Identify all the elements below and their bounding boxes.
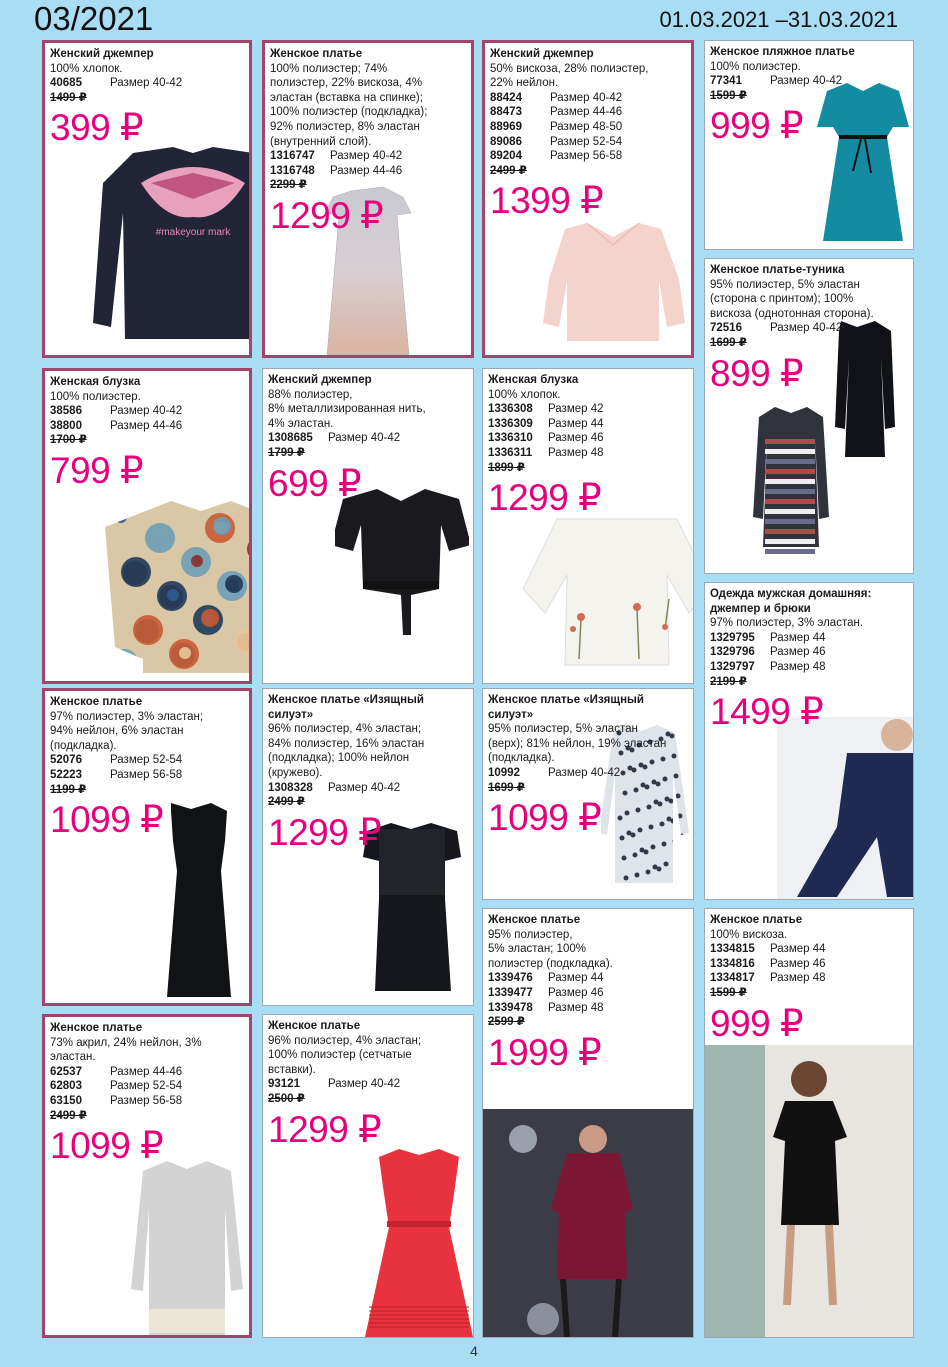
article-code: 40685 (50, 77, 82, 90)
article-size: Размер 40-42 (328, 781, 401, 794)
article-code: 1329795 (710, 631, 755, 644)
product-card (262, 1014, 474, 1338)
article-code: 1329797 (710, 660, 755, 673)
article-code: 63150 (50, 1094, 82, 1107)
old-price: 2499 ₽ (490, 164, 527, 177)
pink-sweater-icon (543, 219, 693, 352)
article-size: Размер 44-46 (110, 1065, 183, 1078)
old-price: 2299 ₽ (270, 179, 307, 192)
product-title: Женский джемпер (268, 374, 372, 386)
article-size: Размер 44-46 (110, 419, 183, 432)
old-price: 2199 ₽ (710, 675, 747, 688)
product-composition: (сторона с принтом); 100% (710, 293, 854, 306)
product-card (42, 368, 252, 684)
sale-price: 999 ₽ (710, 105, 804, 147)
product-composition: 5% эластан; 100% (488, 943, 586, 956)
article-size: Размер 44 (548, 417, 604, 430)
article-code: 1336311 (488, 446, 533, 459)
product-composition: (подкладка); 100% нейлон (268, 752, 410, 765)
product-composition: 95% полиэстер, 5% эластан (488, 723, 638, 736)
article-code: 88424 (490, 91, 522, 104)
sale-price: 699 ₽ (268, 462, 362, 504)
article-code: 1316747 (270, 150, 315, 163)
article-size: Размер 44-46 (550, 106, 623, 119)
product-composition: вискоза (однотонная сторона). (710, 307, 874, 320)
sale-price: 399 ₽ (50, 107, 144, 149)
article-row (268, 1077, 468, 1092)
article-row (490, 135, 686, 150)
old-price: 2499 ₽ (268, 796, 305, 809)
product-card (704, 908, 914, 1338)
sale-price: 799 ₽ (50, 449, 144, 491)
sale-price: 1299 ₽ (268, 811, 382, 853)
article-row (710, 660, 908, 675)
product-card (482, 368, 694, 684)
article-row (710, 971, 908, 986)
article-size: Размер 48 (770, 972, 826, 985)
article-size: Размер 52-54 (110, 754, 183, 767)
article-size: Размер 52-54 (110, 1080, 183, 1093)
article-size: Размер 48 (548, 446, 604, 459)
sale-price: 999 ₽ (710, 1002, 804, 1044)
article-size: Размер 40-42 (548, 766, 621, 779)
old-price: 2599 ₽ (488, 1016, 525, 1029)
article-code: 1339478 (488, 1001, 533, 1014)
product-title: Женское платье (270, 48, 363, 60)
product-composition: 97% полиэстер, 3% эластан; (50, 710, 204, 723)
old-price: 2499 ₽ (50, 1109, 87, 1122)
article-code: 62537 (50, 1065, 82, 1078)
product-composition: 97% полиэстер, 3% эластан. (710, 617, 864, 630)
old-price: 1700 ₽ (50, 434, 87, 447)
product-card (42, 688, 252, 1006)
article-size: Размер 56-58 (550, 150, 623, 163)
article-size: Размер 52-54 (550, 135, 623, 148)
article-size: Размер 40-42 (110, 77, 183, 90)
article-code: 62803 (50, 1080, 82, 1093)
article-row (710, 74, 908, 89)
article-row (710, 321, 908, 336)
article-code: 1308685 (268, 432, 313, 445)
article-size: Размер 44 (770, 943, 826, 956)
product-title: Женское пляжное платье (710, 46, 855, 58)
article-row (488, 1001, 688, 1016)
article-size: Размер 40-42 (328, 432, 401, 445)
product-card (42, 40, 252, 358)
mens-homewear-photo-icon (777, 717, 914, 900)
product-title: Женское платье (50, 696, 143, 708)
article-code: 1336310 (488, 432, 533, 445)
page-number: 4 (470, 1343, 478, 1359)
product-composition: эластан (вставка на спинке); (270, 91, 423, 104)
article-row (488, 986, 688, 1001)
black-belted-top-icon (335, 485, 469, 642)
article-code: 88473 (490, 106, 522, 119)
product-composition: 50% вискоза, 28% полиэстер, (490, 62, 649, 75)
article-row (490, 91, 686, 106)
product-composition: 88% полиэстер, (268, 388, 353, 401)
article-code: 1336309 (488, 417, 533, 430)
article-row (270, 149, 466, 164)
article-code: 72516 (710, 322, 742, 335)
product-title: Женская блузка (488, 374, 579, 386)
product-title: Женское платье (488, 914, 581, 926)
article-row (50, 753, 244, 768)
article-row (50, 404, 244, 419)
article-row (488, 766, 688, 781)
article-size: Размер 56-58 (110, 1094, 183, 1107)
sale-price: 1299 ₽ (268, 1108, 382, 1150)
product-composition: (кружево). (268, 766, 323, 779)
product-title: Женское платье «Изящный силуэт» (268, 694, 424, 721)
product-card (704, 582, 914, 900)
product-title: Женское платье (50, 1022, 143, 1034)
sale-price: 1399 ₽ (490, 180, 604, 222)
article-code: 52223 (50, 768, 82, 781)
article-code: 77341 (710, 75, 742, 88)
article-size: Размер 46 (770, 646, 826, 659)
product-composition: 100% вискоза. (710, 928, 788, 941)
product-card (482, 688, 694, 900)
product-composition: 100% хлопок. (488, 388, 561, 401)
product-composition: 22% нейлон. (490, 77, 559, 90)
article-code: 1339476 (488, 972, 533, 985)
burgundy-dress-photo-icon (483, 1109, 694, 1338)
product-composition: вставки). (268, 1063, 316, 1076)
article-size: Размер 40-42 (328, 1078, 401, 1091)
product-composition: 84% полиэстер, 16% эластан (268, 737, 425, 750)
product-composition: эластан. (50, 1051, 96, 1064)
product-card (482, 40, 694, 358)
article-size: Размер 46 (770, 957, 826, 970)
product-title: Женское платье «Изящный силуэт» (488, 694, 644, 721)
article-row (270, 164, 466, 179)
article-size: Размер 48-50 (550, 120, 623, 133)
issue-label: 03/2021 (34, 0, 154, 37)
article-size: Размер 44 (770, 631, 826, 644)
old-price: 1799 ₽ (268, 446, 305, 459)
article-size: Размер 48 (548, 1001, 604, 1014)
black-choker-dress-photo-icon (705, 1045, 914, 1338)
article-size: Размер 40-42 (770, 75, 843, 88)
article-row (490, 120, 686, 135)
article-code: 1339477 (488, 986, 533, 999)
product-composition: 4% эластан. (268, 417, 334, 430)
article-row (710, 942, 908, 957)
article-code: 1308328 (268, 781, 313, 794)
old-price: 2500 ₽ (268, 1092, 305, 1105)
product-composition: 100% полиэстер. (50, 390, 141, 403)
product-composition: 92% полиэстер, 8% эластан (270, 120, 420, 133)
article-size: Размер 48 (770, 660, 826, 673)
article-row (710, 631, 908, 646)
product-composition: 100% полиэстер; 74% (270, 62, 388, 75)
sale-price: 1099 ₽ (50, 799, 164, 841)
article-code: 1334817 (710, 972, 755, 985)
product-composition: 100% полиэстер (подкладка); (270, 106, 428, 119)
article-size: Размер 44 (548, 972, 604, 985)
product-card (704, 40, 914, 250)
product-composition: (внутренний слой). (270, 135, 372, 148)
product-title: Женская блузка (50, 376, 141, 388)
product-title: Женский джемпер (50, 48, 154, 60)
product-card (42, 1014, 252, 1338)
product-card (482, 908, 694, 1338)
product-title: Женское платье-туника (710, 264, 845, 276)
sale-price: 1999 ₽ (488, 1031, 602, 1073)
article-code: 1334816 (710, 957, 755, 970)
article-size: Размер 46 (548, 432, 604, 445)
article-row (50, 76, 244, 91)
article-row (710, 957, 908, 972)
article-row (50, 768, 244, 783)
product-title: Женский джемпер (490, 48, 594, 60)
sale-price: 1099 ₽ (50, 1125, 164, 1167)
product-composition: 94% нейлон, 6% эластан (50, 725, 184, 738)
product-composition: 73% акрил, 24% нейлон, 3% (50, 1036, 202, 1049)
article-code: 88969 (490, 120, 522, 133)
product-title: Женское платье (268, 1020, 361, 1032)
old-price: 1699 ₽ (710, 336, 747, 349)
product-card (262, 688, 474, 1006)
article-code: 38586 (50, 405, 82, 418)
article-size: Размер 40-42 (110, 405, 183, 418)
paisley-blouse-icon (101, 497, 252, 684)
article-size: Размер 40-42 (330, 150, 403, 163)
old-price: 1899 ₽ (488, 461, 525, 474)
article-code: 52076 (50, 754, 82, 767)
article-row (488, 417, 688, 432)
product-title: Одежда мужская домашняя: (710, 588, 872, 600)
article-row (488, 431, 688, 446)
article-code: 1329796 (710, 646, 755, 659)
product-card (262, 368, 474, 684)
article-code: 38800 (50, 419, 82, 432)
article-size: Размер 42 (548, 403, 604, 416)
old-price: 1599 ₽ (710, 89, 747, 102)
date-range: 01.03.2021 –31.03.2021 (659, 7, 898, 32)
sweatshirt-lips-icon (93, 143, 252, 348)
article-code: 10992 (488, 766, 520, 779)
article-code: 93121 (268, 1078, 300, 1091)
product-composition: 96% полиэстер, 4% эластан; (268, 1034, 422, 1047)
article-code: 1336308 (488, 403, 533, 416)
product-card (262, 40, 474, 358)
product-title: Женское платье (710, 914, 803, 926)
product-composition: (подкладка). (488, 752, 555, 765)
old-price: 1699 ₽ (488, 781, 525, 794)
product-composition: 95% полиэстер, 5% эластан (710, 278, 860, 291)
article-code: 89204 (490, 150, 522, 163)
product-composition: (верх); 81% нейлон, 19% эластан (488, 737, 667, 750)
sale-price: 1299 ₽ (270, 194, 384, 236)
product-card (704, 258, 914, 574)
article-row (50, 1094, 244, 1109)
article-code: 89086 (490, 135, 522, 148)
product-composition: 100% хлопок. (50, 62, 123, 75)
article-size: Размер 44-46 (330, 164, 403, 177)
product-composition: 100% полиэстер (сетчатые (268, 1049, 412, 1062)
article-row (50, 419, 244, 434)
article-row (50, 1079, 244, 1094)
svg-text:#makeyour mark: #makeyour mark (155, 227, 231, 238)
sale-price: 1099 ₽ (488, 797, 602, 839)
article-row (488, 402, 688, 417)
old-price: 1599 ₽ (710, 986, 747, 999)
product-composition: (подкладка). (50, 739, 117, 752)
old-price: 1199 ₽ (50, 783, 87, 796)
article-row (490, 149, 686, 164)
article-row (488, 446, 688, 461)
product-composition: 96% полиэстер, 4% эластан; (268, 723, 422, 736)
sale-price: 1499 ₽ (710, 691, 824, 733)
grey-knit-dress-icon (131, 1159, 251, 1338)
sale-price: 1299 ₽ (488, 477, 602, 519)
article-row (268, 781, 468, 796)
product-title-line2: джемпер и брюки (710, 602, 811, 615)
article-size: Размер 40-42 (770, 322, 843, 335)
product-composition: 100% полиэстер. (710, 60, 801, 73)
article-row (710, 645, 908, 660)
article-code: 1334815 (710, 943, 755, 956)
product-composition: полиэстер, 22% вискоза, 4% (270, 77, 423, 90)
sale-price: 899 ₽ (710, 352, 804, 394)
article-size: Размер 40-42 (550, 91, 623, 104)
white-embroidered-blouse-icon (519, 509, 694, 678)
product-composition: полиэстер (подкладка). (488, 957, 613, 970)
product-composition: 8% металлизированная нить, (268, 403, 426, 416)
product-composition: 95% полиэстер, (488, 928, 573, 941)
article-size: Размер 46 (548, 986, 604, 999)
article-row (268, 431, 468, 446)
article-row (50, 1065, 244, 1080)
article-row (490, 105, 686, 120)
article-row (488, 971, 688, 986)
article-code: 1316748 (270, 164, 315, 177)
old-price: 1499 ₽ (50, 91, 87, 104)
red-mesh-dress-icon (363, 1147, 474, 1338)
article-size: Размер 56-58 (110, 768, 183, 781)
